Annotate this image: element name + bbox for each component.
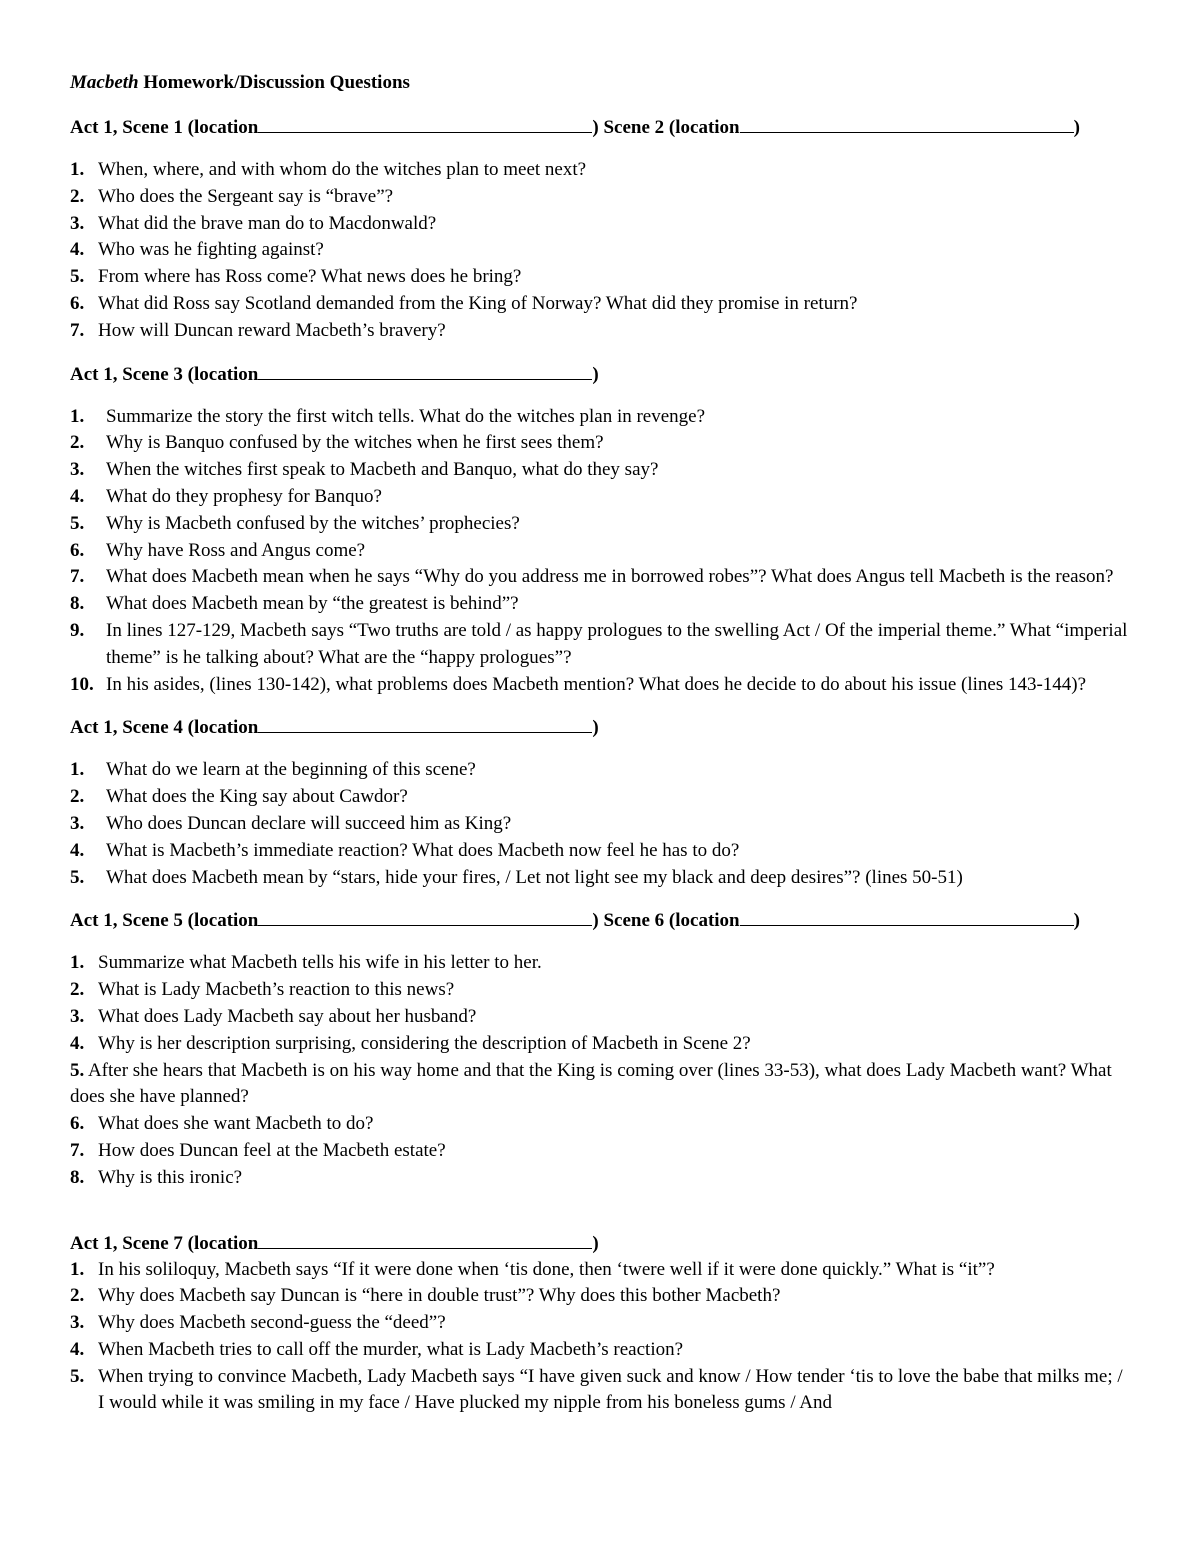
- question-item: [70, 291, 1130, 318]
- question-item: [70, 950, 1130, 977]
- question-number: 2.: [70, 979, 85, 1001]
- question-number: 3.: [70, 459, 85, 481]
- question-text: What does Macbeth mean when he says “Why do you address me in borrowed robes”? What does Angus tell Macbeth is the reason?: [106, 566, 1114, 588]
- question-text: Who does Duncan declare will succeed him as King?: [106, 812, 512, 834]
- question-text: In his soliloquy, Macbeth says “If it were done when ‘tis done, then ‘twere well if it were done quickly.” What is “it”?: [98, 1258, 995, 1280]
- question-text: What is Macbeth’s immediate reaction? What does Macbeth now feel he has to do?: [106, 839, 740, 861]
- question-number: 4.: [70, 485, 85, 507]
- section-heading-scene3: [70, 361, 1130, 388]
- question-number: 1.: [70, 405, 85, 427]
- question-number: 7.: [70, 566, 85, 588]
- question-text: Why does Macbeth say Duncan is “here in double trust”? Why does this bother Macbeth?: [98, 1285, 781, 1307]
- question-list: [70, 757, 1130, 891]
- question-number: 4.: [70, 1338, 85, 1360]
- question-number: 10.: [70, 673, 94, 695]
- question-item: [70, 211, 1130, 238]
- question-number: 2.: [70, 1285, 85, 1307]
- question-item: [70, 838, 1130, 865]
- question-list: [70, 1257, 1130, 1418]
- heading-label: ) Scene 2 (location: [592, 117, 740, 138]
- location-blank: [740, 114, 1074, 133]
- question-item: [70, 1165, 1130, 1192]
- question-item: [70, 237, 1130, 264]
- section-heading-scene1-2: [70, 114, 1130, 141]
- question-list: [70, 950, 1130, 1191]
- question-number: 8.: [70, 1166, 85, 1188]
- heading-label: Act 1, Scene 4 (location: [70, 717, 259, 739]
- question-list: [70, 404, 1130, 699]
- question-item: [70, 811, 1130, 838]
- section-heading-scene4: [70, 714, 1130, 741]
- question-text: What did the brave man do to Macdonwald?: [98, 212, 437, 234]
- question-text: Summarize the story the first witch tells. What do the witches plan in revenge?: [106, 405, 706, 427]
- document-title: [70, 70, 1130, 96]
- question-number: 7.: [70, 319, 85, 341]
- question-text: What do we learn at the beginning of this scene?: [106, 759, 476, 781]
- title-rest: Homework/Discussion Questions: [138, 72, 410, 93]
- question-item: [70, 977, 1130, 1004]
- question-item: [70, 1031, 1130, 1058]
- heading-label: ) Scene 6 (location: [592, 910, 740, 932]
- question-number: 2.: [70, 786, 85, 808]
- question-item: [70, 1058, 1130, 1112]
- question-text: What did Ross say Scotland demanded from the King of Norway? What did they promise in return?: [98, 292, 858, 314]
- question-item: [70, 1138, 1130, 1165]
- question-text: What does Macbeth mean by “stars, hide your fires, / Let not light see my black and deep desires”? (lines 50-51): [106, 866, 963, 888]
- question-item: [70, 404, 1130, 431]
- question-text: Who was he fighting against?: [98, 239, 324, 261]
- question-number: 5.: [70, 1059, 85, 1081]
- location-blank: [740, 907, 1074, 926]
- question-number: 5.: [70, 512, 85, 534]
- question-text: Why is her description surprising, considering the description of Macbeth in Scene 2?: [98, 1032, 751, 1054]
- section-heading-scene5-6: [70, 907, 1130, 934]
- question-text: Summarize what Macbeth tells his wife in his letter to her.: [98, 952, 542, 974]
- question-item: [70, 484, 1130, 511]
- question-number: 2.: [70, 185, 85, 207]
- question-text: What does the King say about Cawdor?: [106, 786, 408, 808]
- question-number: 6.: [70, 539, 85, 561]
- question-number: 3.: [70, 1312, 85, 1334]
- question-item: [70, 672, 1130, 699]
- heading-label: ): [592, 1232, 599, 1254]
- heading-label: ): [1073, 117, 1080, 138]
- question-item: [70, 430, 1130, 457]
- section-gap: [70, 1208, 1130, 1230]
- question-text: What does Macbeth mean by “the greatest is behind”?: [106, 593, 519, 615]
- question-item: [70, 1310, 1130, 1337]
- question-number: 3.: [70, 1005, 85, 1027]
- question-item: [70, 318, 1130, 345]
- question-item: [70, 564, 1130, 591]
- question-item: [70, 757, 1130, 784]
- location-blank: [258, 714, 592, 733]
- heading-label: Act 1, Scene 7 (location: [70, 1232, 259, 1254]
- question-number: 2.: [70, 432, 85, 454]
- question-text: What do they prophesy for Banquo?: [106, 485, 382, 507]
- heading-label: ): [592, 717, 599, 739]
- question-item: [70, 784, 1130, 811]
- question-item: [70, 618, 1130, 672]
- question-number: 4.: [70, 1032, 85, 1054]
- question-number: 4.: [70, 839, 85, 861]
- question-number: 1.: [70, 759, 85, 781]
- question-text: In lines 127-129, Macbeth says “Two truths are told / as happy prologues to the swelling Act / Of the imperial theme.” What “imperial theme” is he talking about? What are the “happy prologues”?: [106, 619, 1128, 668]
- worksheet-page: [70, 70, 1130, 1433]
- question-item: [70, 591, 1130, 618]
- question-text: Why is this ironic?: [98, 1166, 243, 1188]
- question-text: Why is Banquo confused by the witches when he first sees them?: [106, 432, 604, 454]
- question-number: 1.: [70, 952, 85, 974]
- question-item: [70, 511, 1130, 538]
- question-item: [70, 264, 1130, 291]
- location-blank: [258, 114, 592, 133]
- question-text: Who does the Sergeant say is “brave”?: [98, 185, 394, 207]
- question-number: 3.: [70, 212, 85, 234]
- question-number: 4.: [70, 239, 85, 261]
- question-text: How does Duncan feel at the Macbeth estate?: [98, 1139, 446, 1161]
- location-blank: [258, 361, 592, 380]
- section-heading-scene7: [70, 1230, 1130, 1257]
- question-number: 5.: [70, 1365, 85, 1387]
- question-text: In his asides, (lines 130-142), what problems does Macbeth mention? What does he decide to do about his issue (lines 143-144)?: [106, 673, 1087, 695]
- question-number: 8.: [70, 593, 85, 615]
- question-number: 6.: [70, 1113, 85, 1135]
- question-list: [70, 157, 1130, 345]
- question-text: When, where, and with whom do the witches plan to meet next?: [98, 159, 587, 180]
- question-text: Why have Ross and Angus come?: [106, 539, 366, 561]
- question-text: How will Duncan reward Macbeth’s bravery?: [98, 319, 446, 341]
- question-text: When trying to convince Macbeth, Lady Macbeth says “I have given suck and know / How tender ‘tis to love the babe that milks me; / I would while it was smiling in my face / Have plucked my nipple from his boneless gums / And: [98, 1365, 1123, 1414]
- question-text: Why is Macbeth confused by the witches’ prophecies?: [106, 512, 520, 534]
- question-item: [70, 157, 1130, 184]
- question-item: [70, 184, 1130, 211]
- question-number: 5.: [70, 866, 85, 888]
- question-number: 7.: [70, 1139, 85, 1161]
- heading-label: Act 1, Scene 3 (location: [70, 363, 259, 385]
- question-text: What does she want Macbeth to do?: [98, 1113, 374, 1135]
- question-number: 6.: [70, 292, 85, 314]
- heading-label: Act 1, Scene 1 (location: [70, 117, 259, 138]
- question-number: 1.: [70, 1258, 85, 1280]
- question-number: 3.: [70, 812, 85, 834]
- question-item: [70, 538, 1130, 565]
- question-text: Why does Macbeth second-guess the “deed”?: [98, 1312, 446, 1334]
- location-blank: [258, 1230, 592, 1249]
- question-number: 5.: [70, 266, 85, 288]
- question-number: 1.: [70, 159, 85, 180]
- question-text: When the witches first speak to Macbeth and Banquo, what do they say?: [106, 459, 659, 481]
- question-item: [70, 865, 1130, 892]
- question-text: After she hears that Macbeth is on his way home and that the King is coming over (lines 33-53), what does Lady Macbeth want? What does she have planned?: [70, 1059, 1112, 1108]
- question-number: 9.: [70, 619, 85, 641]
- question-item: [70, 1283, 1130, 1310]
- question-item: [70, 457, 1130, 484]
- question-item: [70, 1364, 1130, 1418]
- question-text: From where has Ross come? What news does he bring?: [98, 266, 522, 288]
- question-text: What does Lady Macbeth say about her husband?: [98, 1005, 477, 1027]
- location-blank: [258, 907, 592, 926]
- question-item: [70, 1257, 1130, 1284]
- heading-label: ): [1073, 910, 1080, 932]
- question-item: [70, 1111, 1130, 1138]
- question-item: [70, 1004, 1130, 1031]
- question-text: What is Lady Macbeth’s reaction to this news?: [98, 979, 455, 1001]
- question-item: [70, 1337, 1130, 1364]
- heading-label: ): [592, 363, 599, 385]
- heading-label: Act 1, Scene 5 (location: [70, 910, 259, 932]
- title-italic: Macbeth: [70, 72, 139, 93]
- question-text: When Macbeth tries to call off the murder, what is Lady Macbeth’s reaction?: [98, 1338, 684, 1360]
